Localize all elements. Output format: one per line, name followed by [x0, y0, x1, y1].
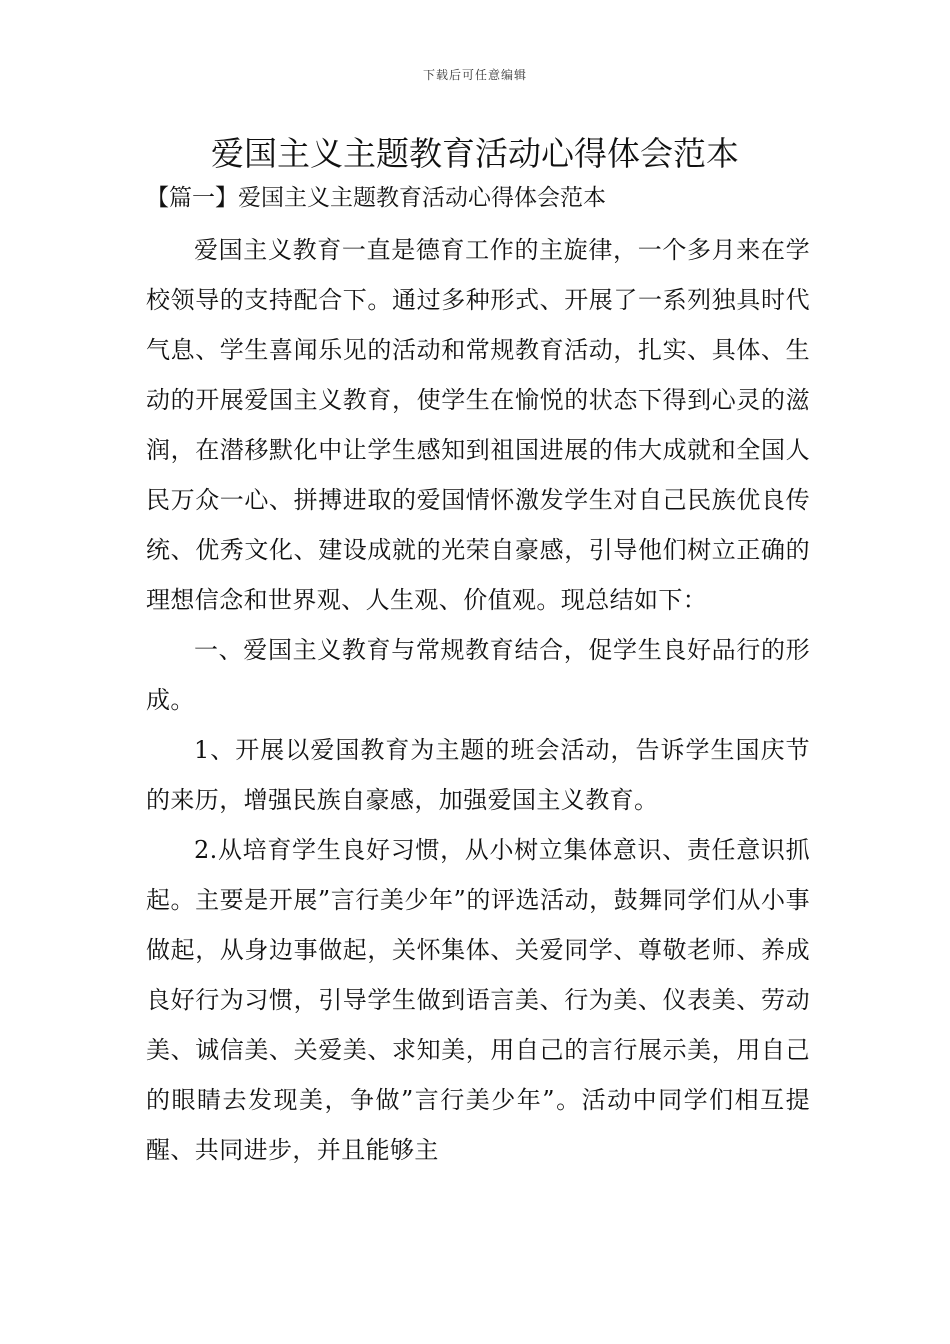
document-title: 爱国主义主题教育活动心得体会范本	[211, 134, 739, 173]
body-paragraph: 爱国主义教育一直是德育工作的主旋律，一个多月来在学校领导的支持配合下。通过多种形式、开展了一系列独具时代气息、学生喜闻乐见的活动和常规教育活动，扎实、具体、生动的开展爱国主义教育，使学生在愉悦的状态下得到心灵的滋润，在潜移默化中让学生感知到祖国进展的伟大成就和全国人民万众一心、拼搏进取的爱国情怀激发学生对自己民族优良传统、优秀文化、建设成就的光荣自豪感，引导他们树立正确的理想信念和世界观、人生观、价值观。现总结如下：	[146, 236, 810, 614]
header-note: 下载后可任意编辑	[422, 68, 527, 82]
section-heading: 【篇一】爱国主义主题教育活动心得体会范本	[146, 185, 606, 211]
body-paragraph: 2.从培育学生良好习惯，从小树立集体意识、责任意识抓起。主要是开展”言行美少年”的评选活动，鼓舞同学们从小事做起，从身边事做起，关怀集体、关爱同学、尊敬老师、养成良好行为习惯，引导学生做到语言美、行为美、仪表美、劳动美、诚信美、关爱美、求知美，用自己的言行展示美，用自己的眼睛去发现美，争做”言行美少年”。活动中同学们相互提醒、共同进步，并且能够主	[146, 836, 810, 1164]
body-paragraph: 一、爱国主义教育与常规教育结合，促学生良好品行的形成。	[146, 636, 810, 714]
document-body	[146, 225, 810, 1175]
body-paragraph: 1、开展以爱国教育为主题的班会活动，告诉学生国庆节的来历，增强民族自豪感，加强爱国主义教育。	[146, 736, 810, 814]
